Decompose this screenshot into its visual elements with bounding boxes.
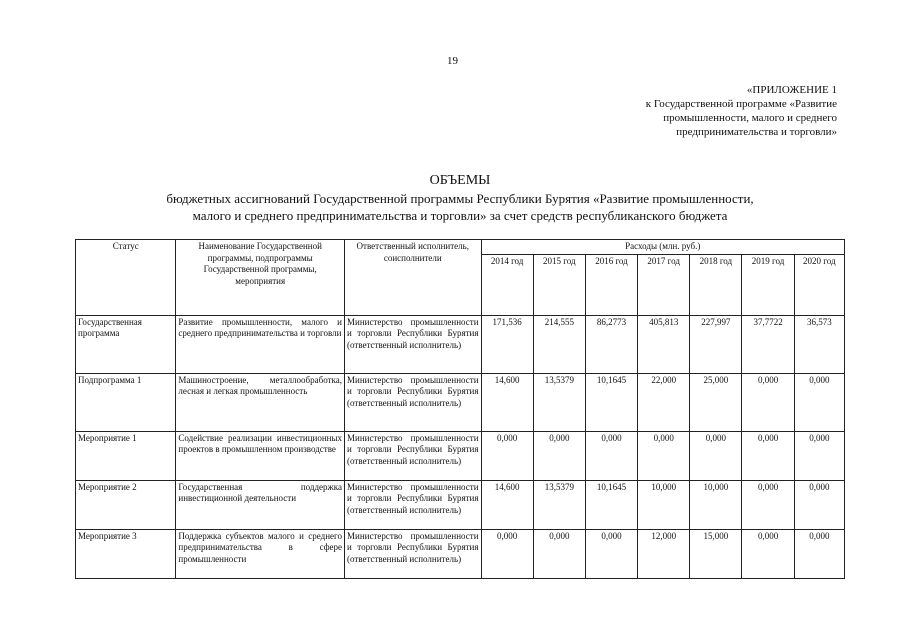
document-title	[60, 172, 860, 224]
cell-value: 0,000	[481, 529, 533, 578]
header-name: Наименование Государственной программы, подпрограммы Государственной программы, мероприятия	[176, 240, 345, 316]
header-expenses: Расходы (млн. руб.)	[481, 240, 844, 255]
header-year: 2020 год	[794, 254, 844, 315]
cell-executor: Министерство промышленности и торговли Республики Бурятия (ответственный исполнитель)	[345, 315, 482, 373]
page-number: 19	[447, 55, 458, 67]
cell-executor: Министерство промышленности и торговли Республики Бурятия (ответственный исполнитель)	[345, 373, 482, 431]
cell-value: 10,000	[638, 480, 690, 529]
table-row	[76, 431, 845, 480]
cell-value: 0,000	[794, 431, 844, 480]
cell-status: Мероприятие 2	[76, 480, 176, 529]
cell-value: 0,000	[585, 529, 637, 578]
cell-value: 0,000	[794, 373, 844, 431]
cell-executor: Министерство промышленности и торговли Республики Бурятия (ответственный исполнитель)	[345, 529, 482, 578]
header-year: 2018 год	[690, 254, 742, 315]
cell-value: 36,573	[794, 315, 844, 373]
cell-status: Государственная программа	[76, 315, 176, 373]
cell-name: Поддержка субъектов малого и среднего предпринимательства в сфере промышленности	[176, 529, 345, 578]
appendix-line: «ПРИЛОЖЕНИЕ 1	[746, 84, 837, 96]
cell-value: 214,555	[533, 315, 585, 373]
cell-name: Содействие реализации инвестиционных проектов в промышленном производстве	[176, 431, 345, 480]
title-line: бюджетных ассигнований Государственной программы Республики Бурятия «Развитие промышленности,	[166, 191, 754, 206]
appendix-line: к Государственной программе «Развитие	[645, 98, 837, 110]
cell-value: 37,7722	[742, 315, 794, 373]
cell-value: 12,000	[638, 529, 690, 578]
cell-value: 405,813	[638, 315, 690, 373]
cell-value: 15,000	[690, 529, 742, 578]
cell-value: 22,000	[638, 373, 690, 431]
cell-name: Развитие промышленности, малого и среднего предпринимательства и торговли	[176, 315, 345, 373]
cell-value: 0,000	[585, 431, 637, 480]
table-row	[76, 315, 845, 373]
cell-status: Мероприятие 1	[76, 431, 176, 480]
cell-value: 10,000	[690, 480, 742, 529]
header-year: 2014 год	[481, 254, 533, 315]
cell-name: Машиностроение, металлообработка, лесная и легкая промышленность	[176, 373, 345, 431]
cell-value: 0,000	[742, 529, 794, 578]
cell-value: 14,600	[481, 480, 533, 529]
cell-value: 25,000	[690, 373, 742, 431]
cell-status: Мероприятие 3	[76, 529, 176, 578]
header-executor: Ответственный исполнитель, соисполнители	[345, 240, 482, 316]
cell-value: 171,536	[481, 315, 533, 373]
table-row	[76, 373, 845, 431]
header-year: 2015 год	[533, 254, 585, 315]
cell-value: 10,1645	[585, 480, 637, 529]
cell-value: 0,000	[742, 431, 794, 480]
cell-value: 0,000	[794, 480, 844, 529]
cell-value: 0,000	[742, 480, 794, 529]
cell-status: Подпрограмма 1	[76, 373, 176, 431]
cell-name: Государственная поддержка инвестиционной деятельности	[176, 480, 345, 529]
cell-executor: Министерство промышленности и торговли Республики Бурятия (ответственный исполнитель)	[345, 480, 482, 529]
cell-value: 0,000	[742, 373, 794, 431]
budget-table	[75, 239, 845, 579]
cell-value: 0,000	[533, 431, 585, 480]
cell-value: 14,600	[481, 373, 533, 431]
cell-value: 227,997	[690, 315, 742, 373]
cell-value: 0,000	[533, 529, 585, 578]
header-year: 2016 год	[585, 254, 637, 315]
cell-value: 0,000	[690, 431, 742, 480]
header-year: 2019 год	[742, 254, 794, 315]
appendix-line: промышленности, малого и среднего	[663, 112, 837, 124]
header-year: 2017 год	[638, 254, 690, 315]
cell-executor: Министерство промышленности и торговли Республики Бурятия (ответственный исполнитель)	[345, 431, 482, 480]
cell-value: 13,5379	[533, 480, 585, 529]
table-header-row	[76, 240, 845, 255]
appendix-line: предпринимательства и торговли»	[676, 126, 837, 138]
appendix-header	[537, 83, 837, 139]
title-line: малого и среднего предпринимательства и торговли» за счет средств республиканского бюджета	[192, 208, 728, 223]
table-row	[76, 480, 845, 529]
cell-value: 86,2773	[585, 315, 637, 373]
table-row	[76, 529, 845, 578]
cell-value: 0,000	[638, 431, 690, 480]
header-status: Статус	[76, 240, 176, 316]
cell-value: 10,1645	[585, 373, 637, 431]
title-main: ОБЪЕМЫ	[429, 173, 491, 188]
cell-value: 0,000	[481, 431, 533, 480]
cell-value: 0,000	[794, 529, 844, 578]
cell-value: 13,5379	[533, 373, 585, 431]
